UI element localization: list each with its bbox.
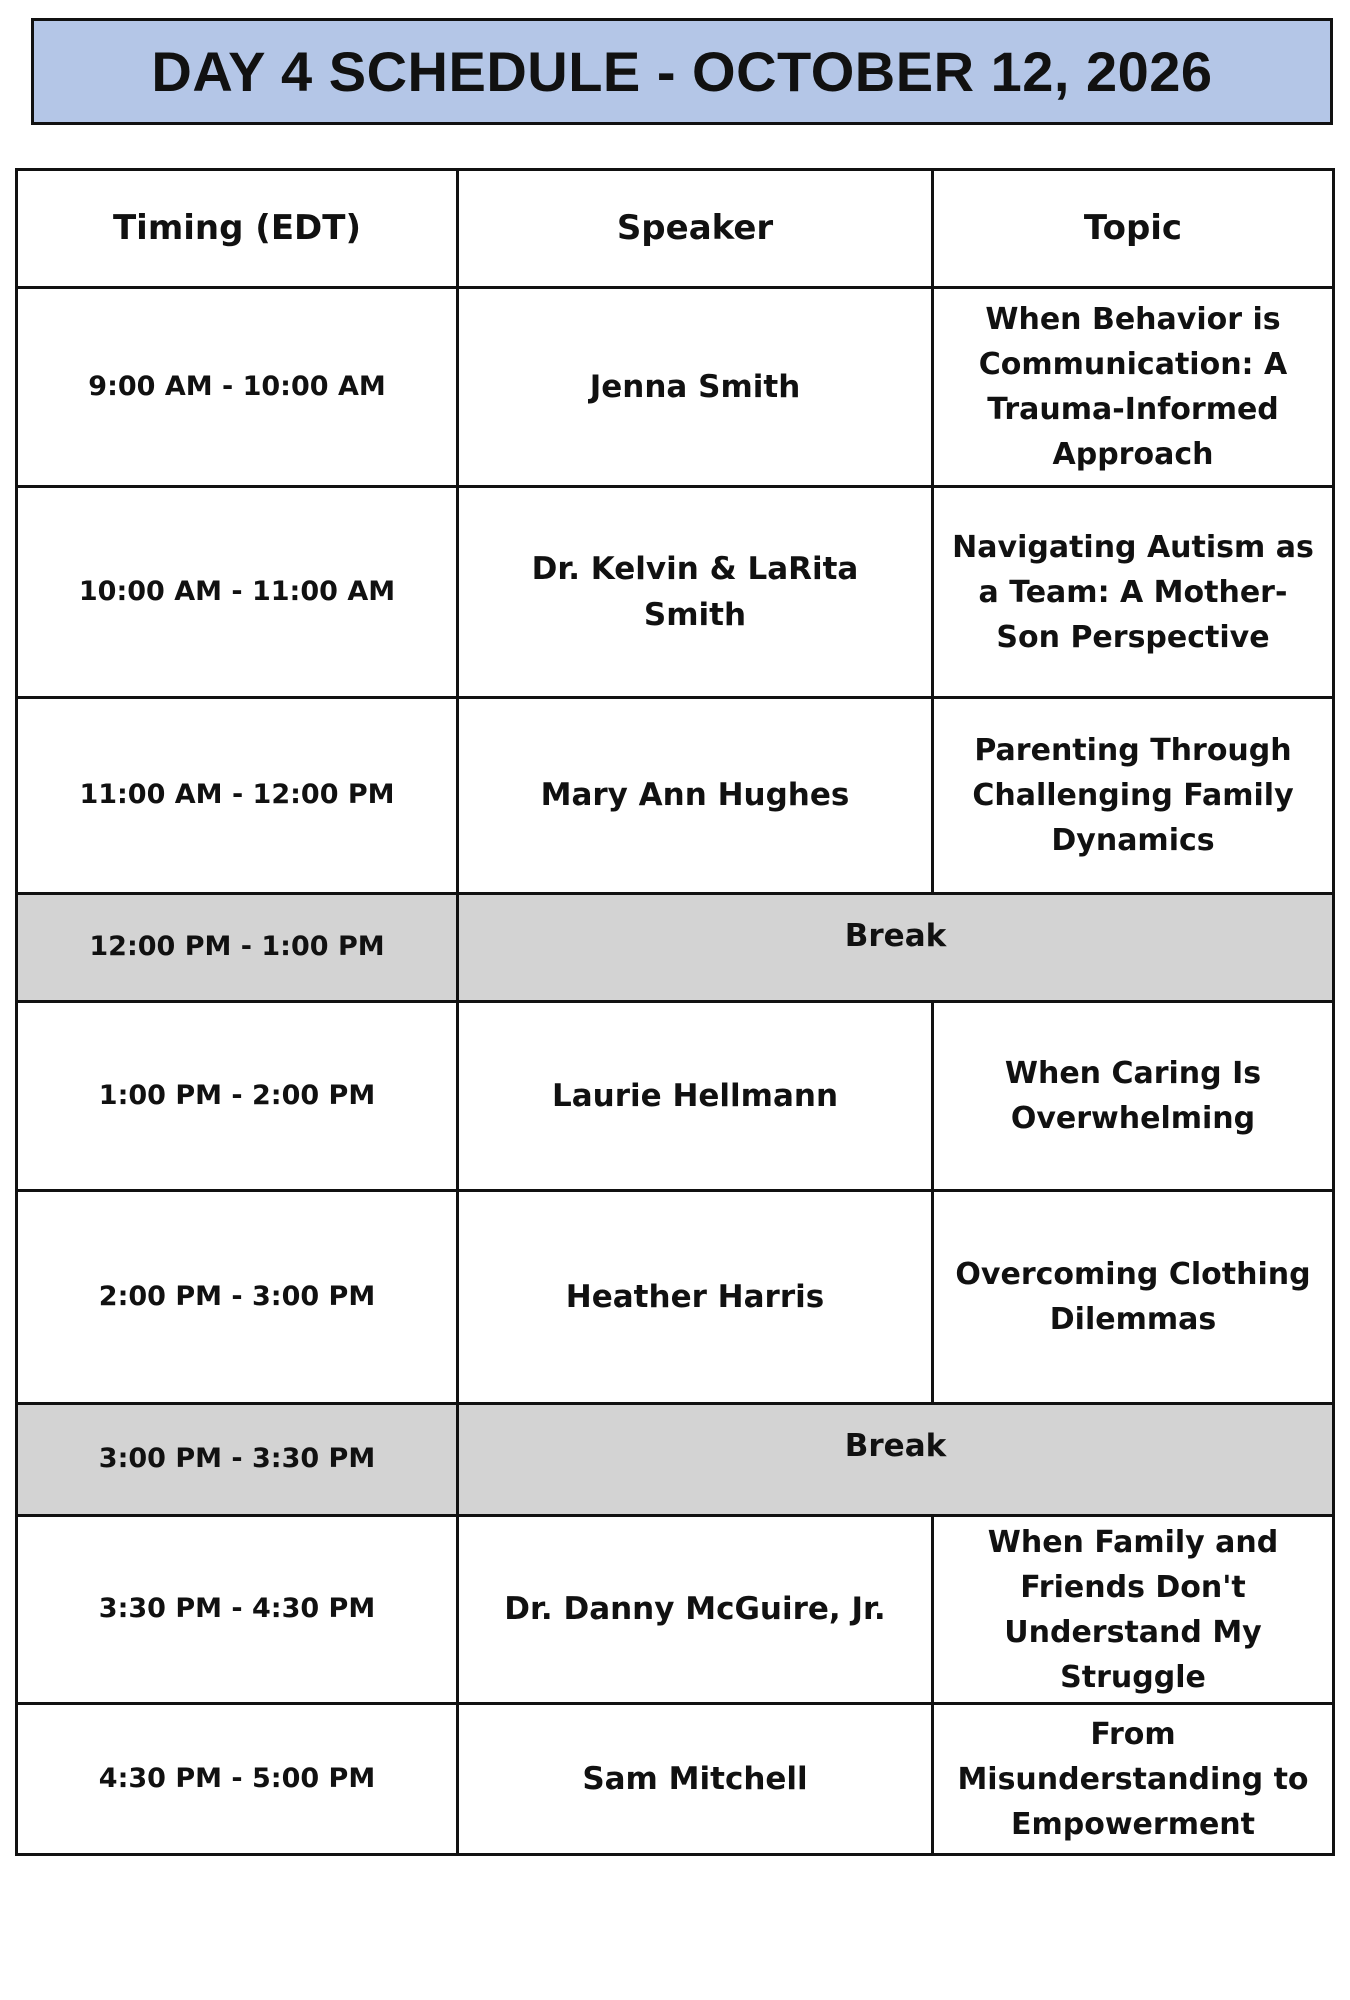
- break-label: Break: [458, 1404, 1334, 1516]
- header-timing: Timing (EDT): [17, 170, 458, 288]
- table-row: [17, 1191, 1334, 1404]
- row-speaker: Jenna Smith: [458, 288, 933, 487]
- row-time: 3:30 PM - 4:30 PM: [17, 1516, 458, 1704]
- row-topic: From Misunderstanding to Empowerment: [933, 1704, 1334, 1855]
- break-row: [17, 1404, 1334, 1516]
- row-time: 4:30 PM - 5:00 PM: [17, 1704, 458, 1855]
- break-row: [17, 894, 1334, 1002]
- row-speaker: Laurie Hellmann: [458, 1002, 933, 1191]
- table-row: [17, 487, 1334, 698]
- table-row: [17, 698, 1334, 894]
- row-time: 10:00 AM - 11:00 AM: [17, 487, 458, 698]
- row-time: 1:00 PM - 2:00 PM: [17, 1002, 458, 1191]
- table-row: [17, 1002, 1334, 1191]
- table-header-row: [17, 170, 1334, 288]
- break-label: Break: [458, 894, 1334, 1002]
- row-topic: Navigating Autism as a Team: A Mother-Son Perspective: [933, 487, 1334, 698]
- row-speaker: Mary Ann Hughes: [458, 698, 933, 894]
- row-time: 12:00 PM - 1:00 PM: [17, 894, 458, 1002]
- row-speaker: Sam Mitchell: [458, 1704, 933, 1855]
- title-banner: [31, 18, 1333, 125]
- row-topic: When Caring Is Overwhelming: [933, 1002, 1334, 1191]
- row-time: 9:00 AM - 10:00 AM: [17, 288, 458, 487]
- row-topic: Overcoming Clothing Dilemmas: [933, 1191, 1334, 1404]
- header-speaker: Speaker: [458, 170, 933, 288]
- row-topic: Parenting Through Challenging Family Dynamics: [933, 698, 1334, 894]
- table-row: [17, 288, 1334, 487]
- row-topic: When Behavior is Communication: A Trauma-Informed Approach: [933, 288, 1334, 487]
- row-time: 11:00 AM - 12:00 PM: [17, 698, 458, 894]
- table-row: [17, 1516, 1334, 1704]
- row-topic: When Family and Friends Don't Understand My Struggle: [933, 1516, 1334, 1704]
- row-speaker: Dr. Danny McGuire, Jr.: [458, 1516, 933, 1704]
- table-row: [17, 1704, 1334, 1855]
- header-topic: Topic: [933, 170, 1334, 288]
- row-speaker: Heather Harris: [458, 1191, 933, 1404]
- schedule-table: [15, 168, 1335, 1856]
- row-speaker: Dr. Kelvin & LaRita Smith: [458, 487, 933, 698]
- row-time: 3:00 PM - 3:30 PM: [17, 1404, 458, 1516]
- page-title: DAY 4 SCHEDULE - OCTOBER 12, 2026: [151, 40, 1213, 103]
- row-time: 2:00 PM - 3:00 PM: [17, 1191, 458, 1404]
